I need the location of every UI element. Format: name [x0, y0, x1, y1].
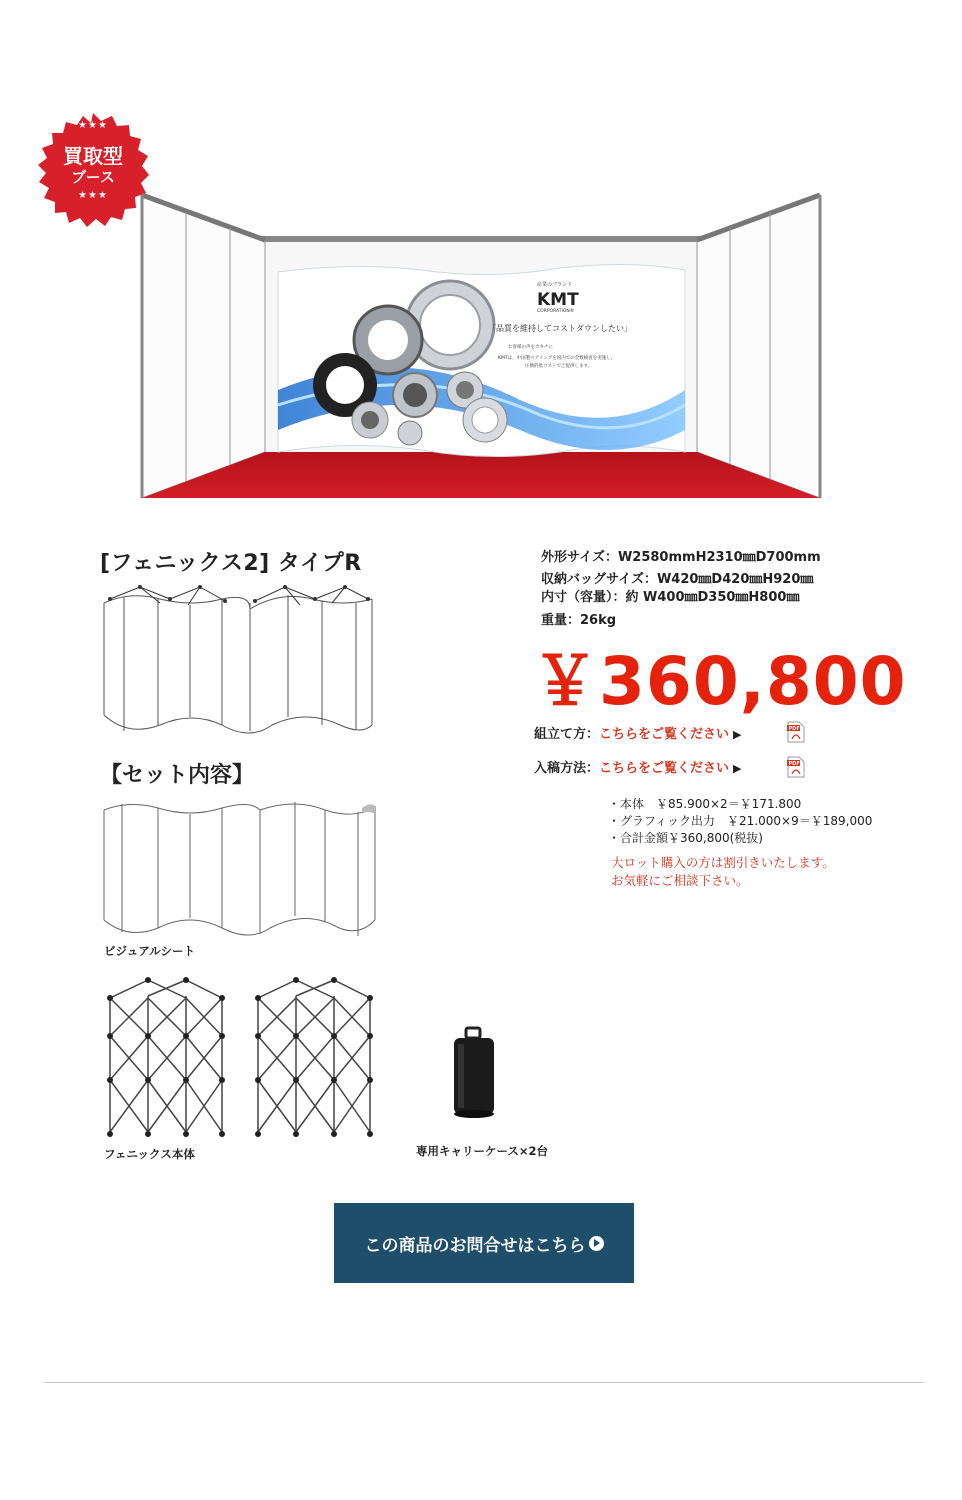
- badge-label-sub: ブース: [71, 168, 115, 186]
- triangle-right-icon: ▶: [733, 762, 742, 775]
- arrow-circle-icon: [589, 1236, 604, 1251]
- breakdown-body: ・本体 ￥85.900×2＝￥171.800: [608, 797, 802, 811]
- carry-case-caption: 専用キャリーケース×2台: [416, 1144, 549, 1158]
- discount-note: 大ロット購入の方は割引きいたします。: [611, 855, 835, 870]
- breakdown-total: ・合計金額￥360,800(税抜): [608, 831, 763, 845]
- assembly-row: [534, 723, 742, 742]
- set-contents-title: 【セット内容】: [100, 763, 255, 788]
- badge-stars-bottom: ★★★: [78, 190, 108, 201]
- assembly-label: 組立て方：: [534, 727, 600, 742]
- booth-image: [140, 190, 822, 502]
- curved-wall-diagram: [100, 585, 378, 737]
- submission-link[interactable]: こちらをご覧ください: [599, 761, 730, 776]
- spec-bag-size: 収納バッグサイズ：W420㎜D420㎜H920㎜: [541, 572, 814, 587]
- booth-line2: KMTは、中国製ベアリングを国内での全数検査を実施し、: [498, 356, 616, 361]
- product-title: [フェニックス2] タイプR: [100, 551, 362, 576]
- frame-caption: フェニックス本体: [104, 1147, 195, 1161]
- price: ￥360,800: [532, 643, 907, 720]
- visual-sheet-diagram: [100, 800, 378, 942]
- booth-slogan: 「品質を維持してコストダウンしたい」: [488, 324, 632, 333]
- spec-weight: 重量：26kg: [541, 613, 617, 628]
- booth-line3: 圧倒的低コストでご提供します。: [525, 364, 593, 369]
- visual-sheet-caption: ビジュアルシート: [104, 944, 196, 958]
- triangle-right-icon: ▶: [733, 728, 742, 741]
- submission-row: [534, 757, 742, 776]
- booth-line1: お客様の声をカタチに: [508, 345, 553, 350]
- frame-diagram-2: [250, 976, 378, 1144]
- divider: [44, 1382, 924, 1383]
- booth-brand: KMT: [537, 290, 579, 310]
- booth-brand-small: 産業のブランド: [537, 282, 573, 288]
- pdf-icon[interactable]: [787, 721, 805, 743]
- badge-stars-top: ★★★: [78, 120, 108, 131]
- assembly-link[interactable]: こちらをご覧ください: [599, 727, 730, 742]
- inquiry-button[interactable]: [334, 1203, 634, 1283]
- badge-label-main: 買取型: [63, 144, 123, 168]
- frame-diagram-1: [102, 976, 230, 1144]
- consult-note: お気軽にご相談下さい。: [611, 873, 749, 888]
- spec-inner-size: 内寸（容量）：約 W400㎜D350㎜H800㎜: [541, 590, 800, 605]
- carry-case-icon: [446, 1024, 502, 1120]
- spec-outer-size: 外形サイズ：W2580mmH2310㎜D700mm: [541, 550, 821, 565]
- inquiry-button-label: この商品のお問合せはこちら: [364, 1235, 586, 1256]
- booth-brand-sub: CORPORATION®: [537, 309, 575, 314]
- submission-label: 入稿方法：: [534, 761, 600, 776]
- breakdown-graphic: ・グラフィック出力 ￥21.000×9＝￥189,000: [608, 814, 873, 828]
- pdf-icon[interactable]: [787, 756, 805, 778]
- pdf-icon-text: PDF: [788, 726, 800, 732]
- pdf-icon-text: PDF: [788, 761, 800, 767]
